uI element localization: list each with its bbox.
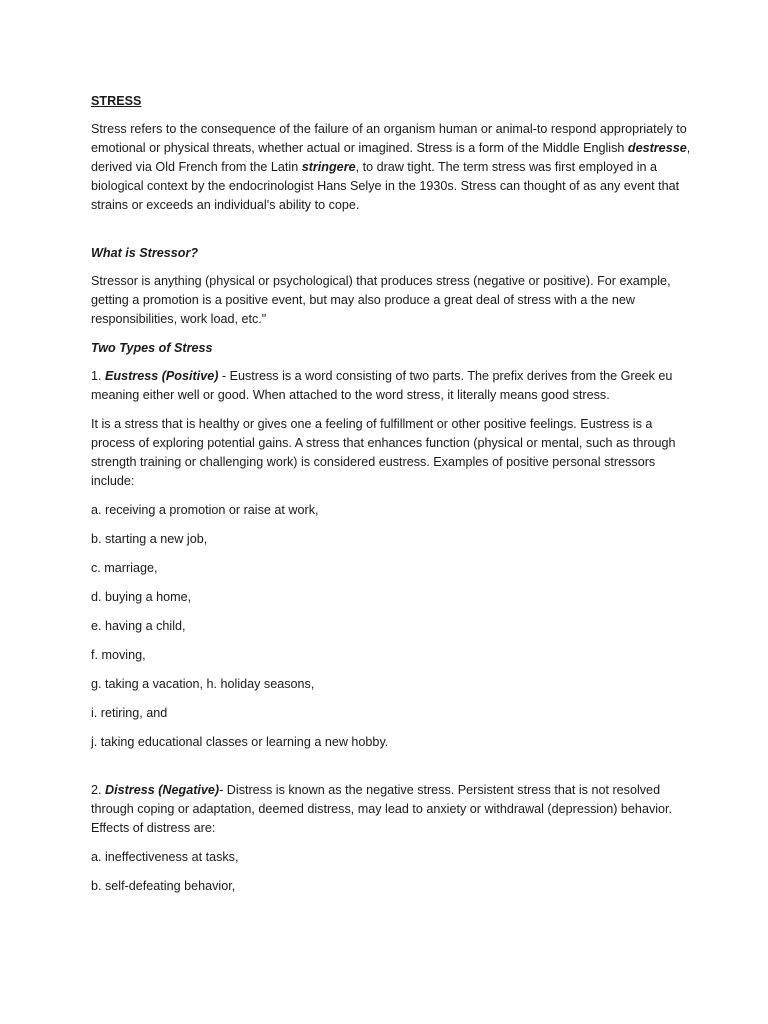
document-page — [91, 92, 691, 906]
list-item: j. taking educational classes or learning a new hobby. — [91, 735, 389, 749]
types-heading: Two Types of Stress — [91, 341, 213, 355]
list-item: a. ineffectiveness at tasks, — [91, 850, 239, 864]
list-item: b. self-defeating behavior, — [91, 879, 236, 893]
eustress-paragraph — [91, 367, 691, 405]
list-item: a. receiving a promotion or raise at work, — [91, 503, 319, 517]
stressor-paragraph: Stressor is anything (physical or psychological) that produces stress (negative or positive). For example, getting a promotion is a positive event, but may also produce a great deal of stress with a the new responsibilities, work load, etc." — [91, 274, 671, 326]
eustress-paragraph-2: It is a stress that is healthy or gives one a feeling of fulfillment or other positive feelings. Eustress is a process of exploring potential gains. A stress that enhances function (physical or mental, such as through strength training or challenging work) is considered eustress. Examples of positive personal stressors include: — [91, 417, 676, 488]
eustress-number: 1. — [91, 369, 106, 383]
eustress-label: Eustress (Positive) — [105, 369, 219, 383]
intro-text-3: , to draw tight. The term stress was first employed in a biological context by the endocrinologist Hans Selye in the 1930s. Stress can thought of as any event that strains or exceeds an individual's ability to cope. — [91, 160, 680, 212]
eustress-text: - Eustress is a word consisting of two parts. The prefix derives from the Greek eu meaning either well or good. When attached to the word stress, it literally means good stress. — [91, 369, 673, 402]
list-item: e. having a child, — [91, 619, 186, 633]
list-item: g. taking a vacation, h. holiday seasons, — [91, 677, 315, 691]
intro-paragraph — [91, 120, 691, 215]
distress-text: - Distress is known as the negative stress. Persistent stress that is not resolved through coping or adaptation, deemed distress, may lead to anxiety or withdrawal (depression) behavior. Effects of distress are: — [91, 783, 673, 835]
distress-label: Distress (Negative) — [105, 783, 220, 797]
list-item: f. moving, — [91, 648, 146, 662]
list-item: c. marriage, — [91, 561, 158, 575]
stressor-heading: What is Stressor? — [91, 246, 199, 260]
list-item: b. starting a new job, — [91, 532, 208, 546]
intro-text-1: Stress refers to the consequence of the failure of an organism human or animal-to respond appropriately to emotional or physical threats, whether actual or imagined. Stress is a form of the Middle English — [91, 122, 687, 155]
intro-term-stringere: stringere — [301, 160, 356, 174]
distress-number: 2. — [91, 783, 106, 797]
distress-paragraph — [91, 781, 691, 838]
document-title: STRESS — [91, 94, 142, 108]
list-item: i. retiring, and — [91, 706, 168, 720]
intro-term-destresse: destresse — [627, 141, 687, 155]
intro-text-2: , derived via Old French from the Latin — [91, 141, 691, 174]
list-item: d. buying a home, — [91, 590, 192, 604]
